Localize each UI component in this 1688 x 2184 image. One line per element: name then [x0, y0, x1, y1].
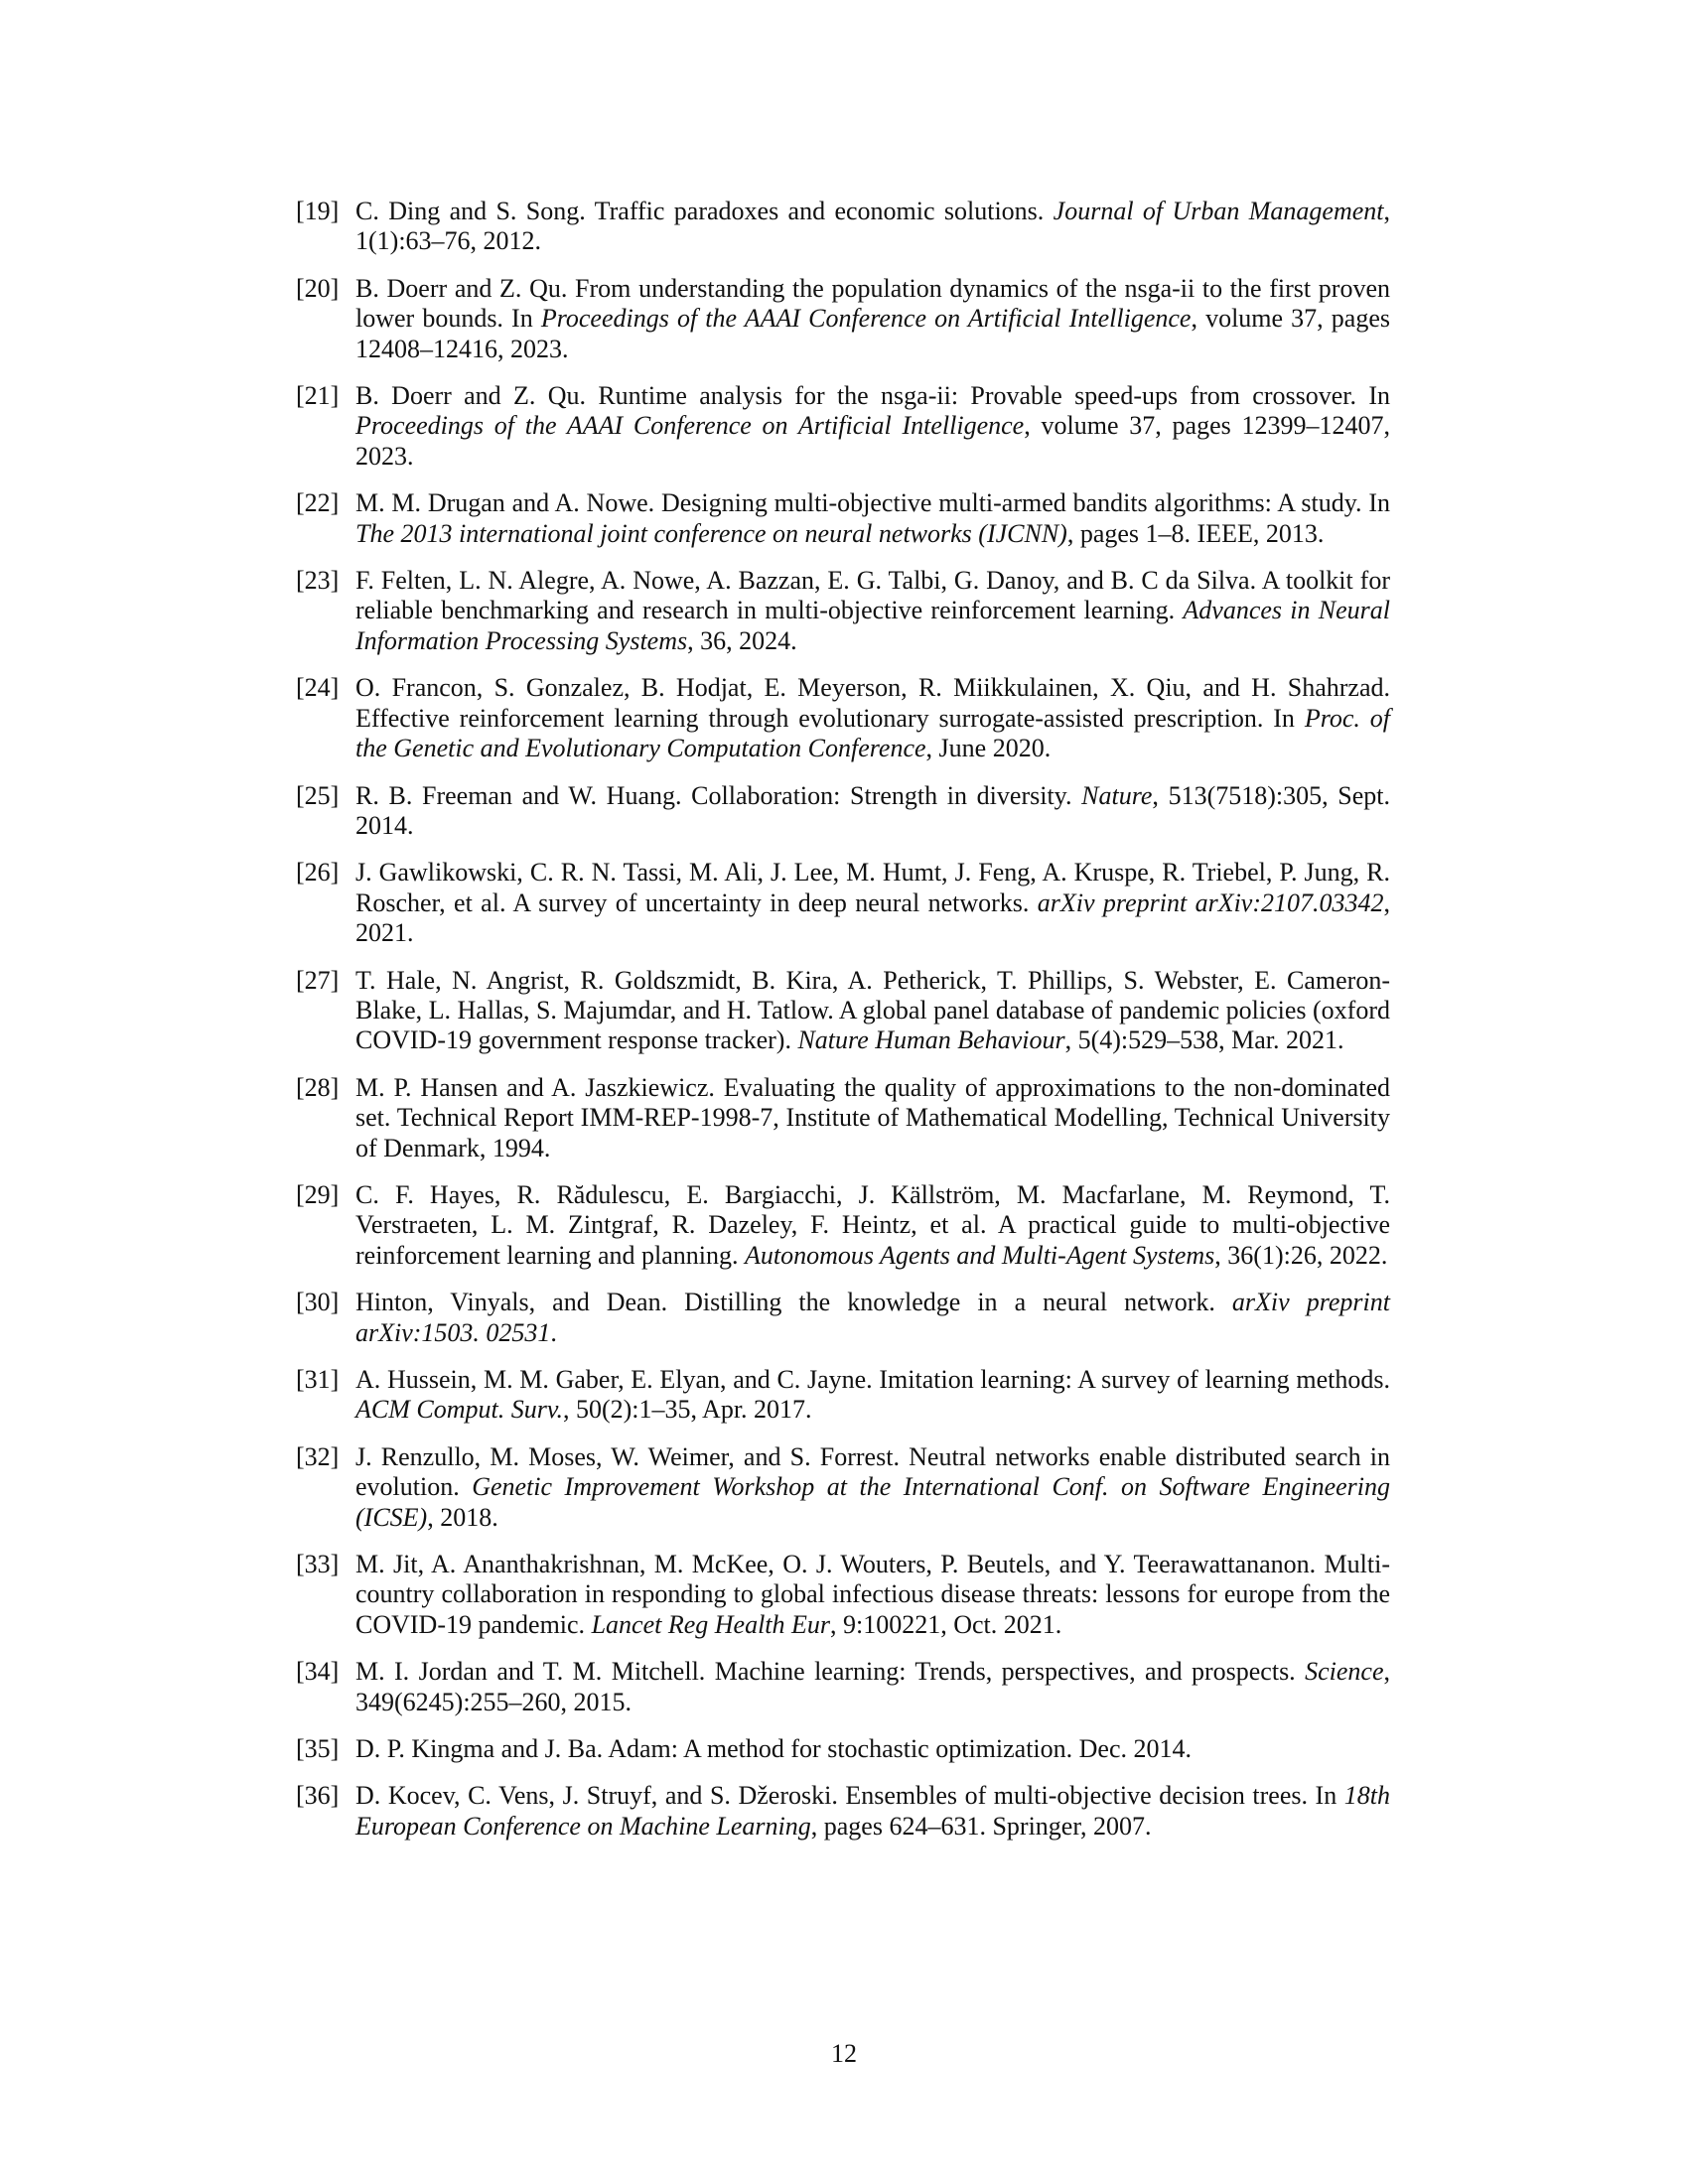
reference-venue: Nature Human Behaviour: [797, 1025, 1065, 1055]
reference-segment: M. M. Drugan and A. Nowe. Designing multi-objective multi-armed bandits algorithms: A study. In: [355, 488, 1390, 518]
reference-segment: , 2018.: [427, 1502, 498, 1532]
reference-segment: T. Hale, N. Angrist, R. Goldszmidt, B. Kira, A. Petherick, T. Phillips, S. Webster, E. Cameron-Blake, L. Hallas, S. Majumdar, and H. Tatlow. A global panel database of pandemic policies (oxford COVID-19 government response tracker).: [355, 965, 1390, 1055]
reference-item: [296, 488, 1390, 549]
reference-venue: ACM Comput. Surv.: [355, 1395, 563, 1425]
reference-segment: C. Ding and S. Song. Traffic paradoxes and economic solutions.: [355, 197, 1054, 225]
reference-segment: O. Francon, S. Gonzalez, B. Hodjat, E. Meyerson, R. Miikkulainen, X. Qiu, and H. Shahrzad. Effective reinforcement learning through evolutionary surrogate-assisted prescription. In: [355, 673, 1390, 733]
reference-segment: B. Doerr and Z. Qu. From understanding the population dynamics of the nsga-ii to the first proven lower bounds. In: [355, 273, 1390, 334]
reference-item: [296, 781, 1390, 842]
reference-number: [20]: [296, 273, 340, 303]
reference-segment: .: [550, 1317, 557, 1347]
reference-segment: , 513(7518):305, Sept. 2014.: [355, 780, 1390, 840]
reference-number: [22]: [296, 488, 340, 518]
reference-list: [296, 197, 1390, 1858]
reference-text: [355, 1073, 1390, 1163]
reference-venue: Proceedings of the AAAI Conference on Artificial Intelligence: [355, 411, 1025, 441]
reference-text: [355, 966, 1390, 1056]
page-number: 12: [831, 2039, 857, 2068]
reference-text: [355, 858, 1390, 948]
reference-venue: arXiv preprint arXiv:1503. 02531: [355, 1288, 1390, 1347]
reference-segment: F. Felten, L. N. Alegre, A. Nowe, A. Bazzan, E. G. Talbi, G. Danoy, and B. C da Silva. A toolkit for reliable benchmarking and research in multi-objective reinforcement learning.: [355, 566, 1390, 625]
reference-number: [35]: [296, 1734, 340, 1764]
reference-item: [296, 966, 1390, 1056]
reference-venue: Journal of Urban Management: [1053, 197, 1384, 225]
reference-number: [19]: [296, 197, 340, 225]
reference-number: [34]: [296, 1657, 340, 1687]
reference-segment: , 2021.: [355, 887, 1390, 948]
reference-text: [355, 781, 1390, 842]
reference-number: [30]: [296, 1288, 340, 1317]
reference-text: [355, 197, 1390, 257]
reference-item: [296, 673, 1390, 763]
reference-segment: R. B. Freeman and W. Huang. Collaboration: Strength in diversity.: [355, 780, 1082, 810]
reference-venue: Genetic Improvement Workshop at the International Conf. on Software Engineering (ICSE): [355, 1472, 1390, 1532]
reference-venue: 18th European Conference on Machine Learning: [355, 1781, 1390, 1841]
reference-segment: , 1(1):63–76, 2012.: [355, 197, 1390, 256]
reference-text: [355, 1657, 1390, 1717]
reference-item: [296, 1288, 1390, 1348]
reference-venue: Lancet Reg Health Eur: [591, 1609, 831, 1639]
reference-item: [296, 858, 1390, 948]
reference-segment: , pages 1–8. IEEE, 2013.: [1066, 518, 1325, 548]
reference-segment: J. Gawlikowski, C. R. N. Tassi, M. Ali, J. Lee, M. Humt, J. Feng, A. Kruspe, R. Triebel, P. Jung, R. Roscher, et al. A survey of uncertainty in deep neural networks.: [355, 858, 1390, 917]
reference-segment: B. Doerr and Z. Qu. Runtime analysis for the nsga-ii: Provable speed-ups from crossover. In: [355, 381, 1390, 411]
reference-segment: , volume 37, pages 12408–12416, 2023.: [355, 304, 1391, 363]
reference-segment: M. I. Jordan and T. M. Mitchell. Machine learning: Trends, perspectives, and prospects.: [355, 1657, 1306, 1687]
reference-venue: Autonomous Agents and Multi-Agent Systems: [745, 1240, 1215, 1270]
reference-venue: Nature: [1081, 780, 1153, 810]
reference-segment: M. Jit, A. Ananthakrishnan, M. McKee, O. J. Wouters, P. Beutels, and Y. Teerawattananon. Multi-country collaboration in responding to global infectious disease threats: lessons for europe from the COVID-19 pandemic.: [355, 1550, 1390, 1639]
reference-venue: Advances in Neural Information Processing Systems: [355, 596, 1390, 655]
reference-segment: , 36, 2024.: [687, 625, 797, 655]
reference-number: [28]: [296, 1072, 340, 1102]
reference-segment: , pages 624–631. Springer, 2007.: [810, 1811, 1152, 1841]
reference-text: [355, 673, 1390, 763]
reference-segment: , volume 37, pages 12399–12407, 2023.: [355, 411, 1391, 471]
reference-venue: arXiv preprint arXiv:2107.03342: [1037, 887, 1384, 917]
reference-item: [296, 197, 1390, 257]
reference-segment: , June 2020.: [925, 734, 1052, 763]
reference-segment: , 36(1):26, 2022.: [1214, 1240, 1388, 1270]
reference-venue: Proc. of the Genetic and Evolutionary Computation Conference: [355, 703, 1390, 763]
reference-text: [355, 1442, 1390, 1533]
reference-number: [33]: [296, 1550, 340, 1579]
reference-segment: , 9:100221, Oct. 2021.: [830, 1609, 1062, 1639]
reference-text: [355, 488, 1390, 549]
reference-number: [25]: [296, 780, 340, 810]
reference-item: [296, 274, 1390, 364]
reference-text: [355, 566, 1390, 656]
reference-item: [296, 1734, 1390, 1764]
reference-segment: Hinton, Vinyals, and Dean. Distilling the knowledge in a neural network.: [355, 1288, 1232, 1317]
reference-text: [355, 1180, 1390, 1271]
reference-number: [31]: [296, 1365, 340, 1394]
reference-number: [26]: [296, 858, 340, 887]
reference-segment: D. P. Kingma and J. Ba. Adam: A method for stochastic optimization. Dec. 2014.: [355, 1734, 1193, 1764]
reference-segment: A. Hussein, M. M. Gaber, E. Elyan, and C. Jayne. Imitation learning: A survey of learning methods.: [355, 1365, 1390, 1394]
reference-number: [29]: [296, 1179, 340, 1209]
reference-number: [36]: [296, 1781, 340, 1811]
reference-venue: Proceedings of the AAAI Conference on Artificial Intelligence: [540, 304, 1192, 334]
reference-segment: D. Kocev, C. Vens, J. Struyf, and S. Džeroski. Ensembles of multi-objective decision trees. In: [355, 1781, 1344, 1811]
reference-segment: , 349(6245):255–260, 2015.: [355, 1657, 1390, 1716]
reference-segment: , 5(4):529–538, Mar. 2021.: [1064, 1025, 1344, 1055]
reference-text: [355, 381, 1390, 472]
reference-number: [32]: [296, 1441, 340, 1471]
reference-item: [296, 1781, 1390, 1842]
reference-number: [24]: [296, 673, 340, 703]
reference-text: [355, 1781, 1390, 1842]
reference-venue: The 2013 international joint conference on neural networks (IJCNN): [355, 518, 1067, 548]
reference-number: [23]: [296, 566, 340, 596]
reference-text: [355, 1288, 1390, 1348]
reference-item: [296, 381, 1390, 472]
reference-text: [355, 274, 1390, 364]
reference-number: [21]: [296, 381, 340, 411]
reference-text: [355, 1734, 1390, 1764]
reference-text: [355, 1365, 1390, 1426]
reference-segment: J. Renzullo, M. Moses, W. Weimer, and S. Forrest. Neutral networks enable distributed search in evolution.: [355, 1441, 1390, 1502]
reference-item: [296, 1180, 1390, 1271]
reference-item: [296, 1365, 1390, 1426]
reference-number: [27]: [296, 965, 340, 995]
reference-segment: , 50(2):1–35, Apr. 2017.: [562, 1395, 812, 1425]
reference-item: [296, 566, 1390, 656]
reference-item: [296, 1073, 1390, 1163]
reference-venue: Science: [1305, 1657, 1384, 1687]
reference-segment: M. P. Hansen and A. Jaszkiewicz. Evaluating the quality of approximations to the non-dominated set. Technical Report IMM-REP-1998-7, Institute of Mathematical Modelling, Technical University of Denmark, 1994.: [355, 1072, 1390, 1162]
reference-item: [296, 1550, 1390, 1640]
reference-item: [296, 1442, 1390, 1533]
reference-item: [296, 1657, 1390, 1717]
reference-segment: C. F. Hayes, R. Rădulescu, E. Bargiacchi, J. Källström, M. Macfarlane, M. Reymond, T. Verstraeten, L. M. Zintgraf, R. Dazeley, F. Heintz, et al. A practical guide to multi-objective reinforcement learning and planning.: [355, 1179, 1390, 1270]
reference-text: [355, 1550, 1390, 1640]
